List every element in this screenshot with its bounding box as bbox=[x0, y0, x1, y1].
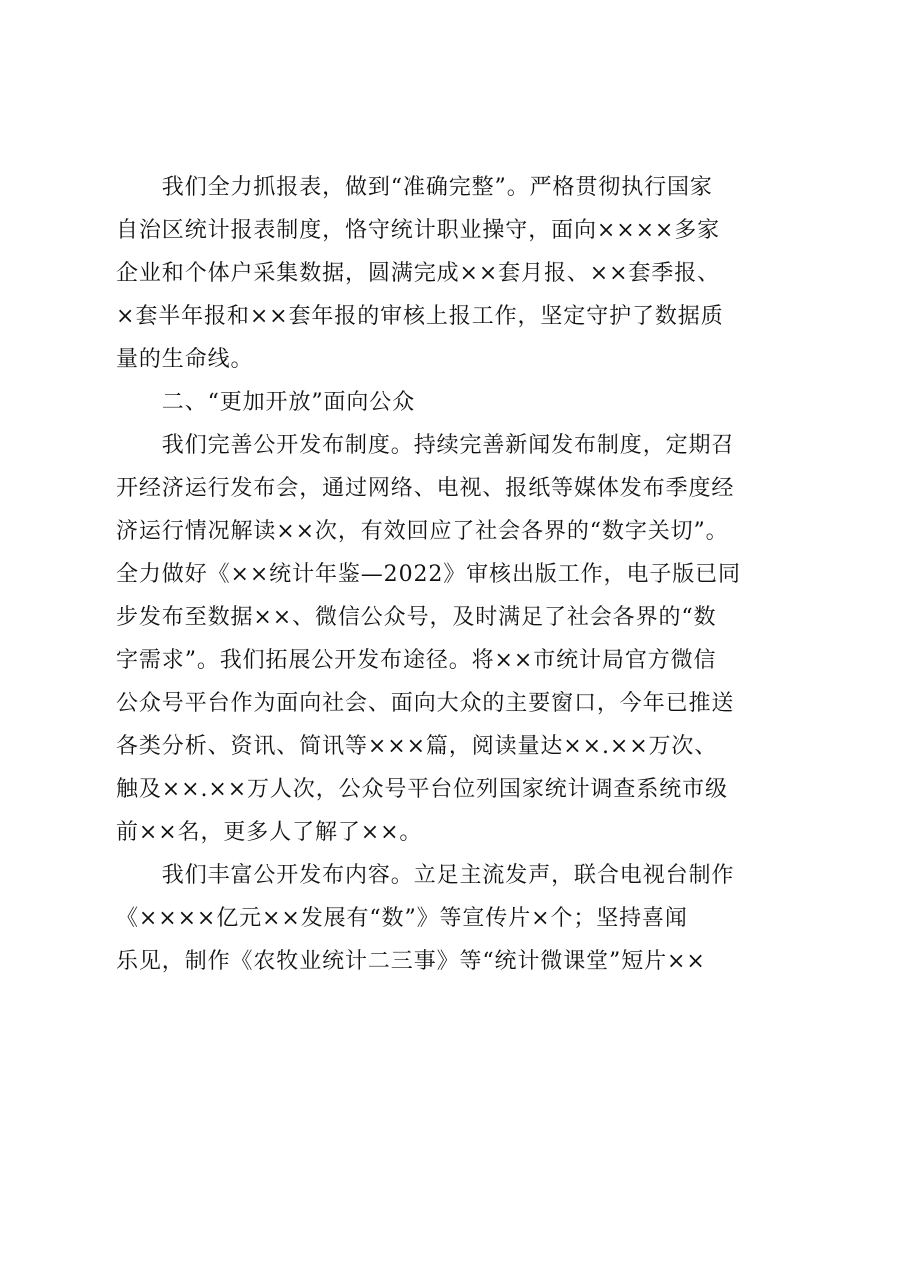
text-line-19: 乐见，制作《农牧业统计二三事》等“统计微课堂”短片×× bbox=[116, 949, 706, 974]
text-line-4: ×套半年报和××套年报的审核上报工作，坚定守护了数据质 bbox=[116, 304, 724, 329]
text-line-1: 我们全力抓报表，做到“准确完整”。严格贯彻执行国家 bbox=[116, 175, 713, 200]
text-line-17: 我们丰富公开发布内容。立足主流发声，联合电视台制作 bbox=[116, 863, 735, 888]
text-line-14: 各类分析、资讯、简讯等×××篇，阅读量达××.××万次、 bbox=[116, 734, 718, 759]
text-line-12: 字需求”。我们拓展公开发布途径。将××市统计局官方微信 bbox=[116, 648, 717, 673]
text-line-2: 自治区统计报表制度，恪守统计职业操守，面向××××多家 bbox=[116, 218, 721, 243]
text-line-3: 企业和个体户采集数据，圆满完成××套月报、××套季报、 bbox=[116, 261, 721, 286]
text-line-10: 全力做好《××统计年鉴—2022》审核出版工作，电子版已同 bbox=[116, 562, 741, 587]
text-line-15: 触及××.××万人次，公众号平台位列国家统计调查系统市级 bbox=[116, 777, 728, 802]
text-line-8: 开经济运行发布会，通过网络、电视、报纸等媒体发布季度经 bbox=[116, 476, 735, 501]
text-line-5: 量的生命线。 bbox=[116, 347, 254, 372]
section-heading: 二、“更加开放”面向公众 bbox=[116, 390, 416, 415]
text-line-7: 我们完善公开发布制度。持续完善新闻发布制度，定期召 bbox=[116, 433, 735, 458]
text-line-16: 前××名，更多人了解了××。 bbox=[116, 820, 423, 845]
text-line-13: 公众号平台作为面向社会、面向大众的主要窗口，今年已推送 bbox=[116, 691, 735, 716]
document-body bbox=[116, 166, 800, 983]
text-line-11: 步发布至数据××、微信公众号，及时满足了社会各界的“数 bbox=[116, 605, 717, 630]
text-line-9: 济运行情况解读××次，有效回应了社会各界的“数字关切”。 bbox=[116, 519, 729, 544]
text-line-18: 《××××亿元××发展有“数”》等宣传片×个；坚持喜闻 bbox=[116, 906, 688, 931]
